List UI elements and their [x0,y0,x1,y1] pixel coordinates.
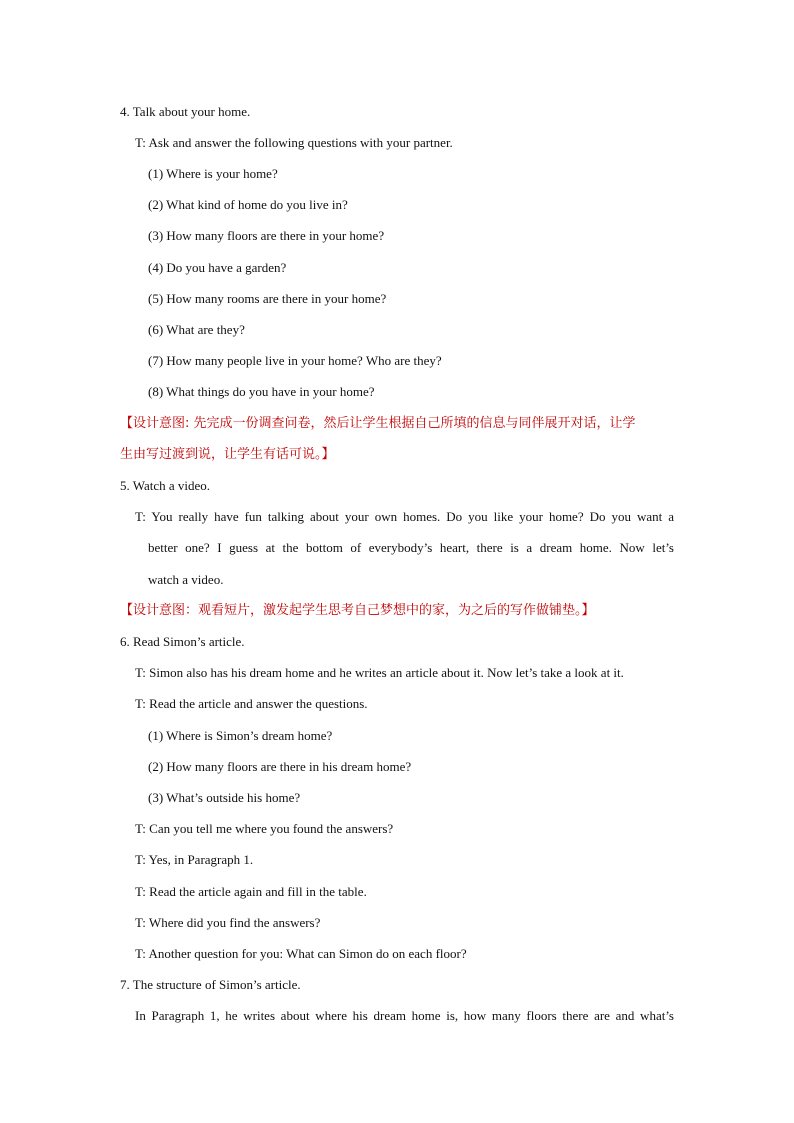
section6-line-2: T: Read the article and answer the questions. [135,696,368,711]
section6-heading: 6. Read Simon’s article. [120,634,245,649]
section6-dialogue-4: T: Where did you find the answers? [135,915,321,930]
section7-heading: 7. The structure of Simon’s article. [120,977,301,992]
section4-design-note-line1: 【设计意图: 先完成一份调查问卷，然后让学生根据自己所填的信息与同伴展开对话，让学 [120,416,636,431]
section6-dialogue-3: T: Read the article again and fill in the table. [135,884,367,899]
section4-question-2: (2) What kind of home do you live in? [148,197,348,212]
section4-question-4: (4) Do you have a garden? [148,260,287,275]
section4-instruction: T: Ask and answer the following questions with your partner. [135,135,453,150]
section6-question-2: (2) How many floors are there in his dream home? [148,759,412,774]
section5-text-line3: watch a video. [148,572,224,587]
section6-dialogue-5: T: Another question for you: What can Simon do on each floor? [135,946,467,961]
section5-text-line2: better one? I guess at the bottom of everybody’s heart, there is a dream home. Now let’s [148,540,674,555]
section6-question-1: (1) Where is Simon’s dream home? [148,728,333,743]
section5-design-note: 【设计意图：观看短片，激发起学生思考自己梦想中的家，为之后的写作做铺垫。】 [120,603,595,618]
section4-heading: 4. Talk about your home. [120,104,251,119]
section4-design-note-line2: 生由写过渡到说，让学生有话可说。】 [120,447,335,462]
section4-question-7: (7) How many people live in your home? Who are they? [148,353,442,368]
section6-question-3: (3) What’s outside his home? [148,790,301,805]
section4-question-6: (6) What are they? [148,322,245,337]
section5-heading: 5. Watch a video. [120,478,211,493]
section6-dialogue-2: T: Yes, in Paragraph 1. [135,852,254,867]
section5-text-line1: T: You really have fun talking about your own homes. Do you like your home? Do you want a [135,509,674,524]
section4-question-3: (3) How many floors are there in your home? [148,228,385,243]
section4-question-5: (5) How many rooms are there in your home? [148,291,387,306]
section4-question-1: (1) Where is your home? [148,166,278,181]
section4-question-8: (8) What things do you have in your home? [148,384,375,399]
section7-text-line1: In Paragraph 1, he writes about where his dream home is, how many floors there are and what’s [135,1008,674,1023]
section6-dialogue-1: T: Can you tell me where you found the answers? [135,821,394,836]
section6-line-1: T: Simon also has his dream home and he writes an article about it. Now let’s take a look at it. [135,665,624,680]
